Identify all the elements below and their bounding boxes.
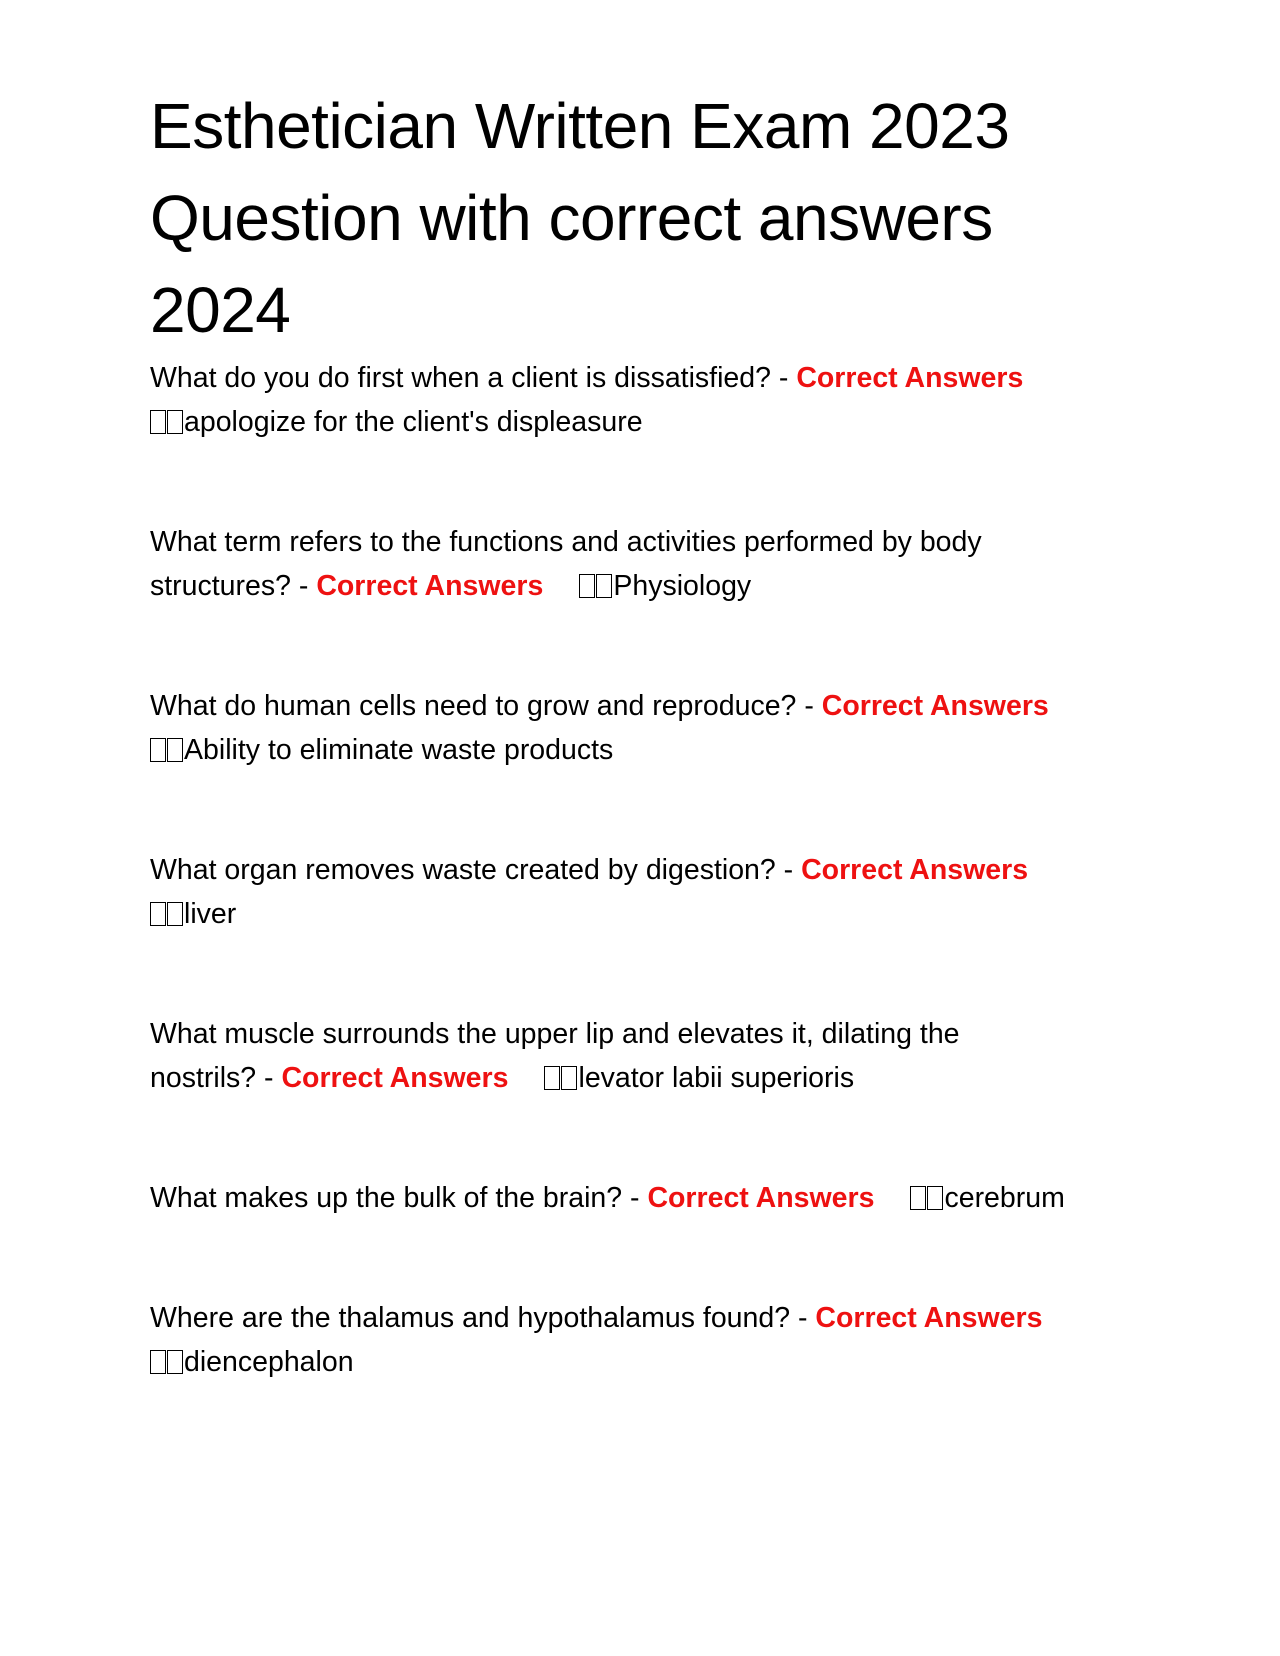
- missing-glyph-box-icon: [167, 1350, 183, 1374]
- missing-glyph-box-icon: [150, 738, 166, 762]
- missing-glyph-box-icon: [150, 902, 166, 926]
- correct-answers-label: Correct Answers: [821, 690, 1049, 722]
- question-text: Where are the thalamus and hypothalamus found?: [150, 1302, 791, 1334]
- missing-glyph-box-icon: [561, 1066, 577, 1090]
- missing-glyph-box-icon: [167, 738, 183, 762]
- missing-glyph-box-icon: [544, 1066, 560, 1090]
- qa-item: [150, 1012, 1150, 1100]
- separator: -: [256, 1062, 282, 1094]
- separator: -: [775, 854, 802, 886]
- question-text: structures?: [150, 570, 291, 602]
- answer-text: cerebrum: [944, 1182, 1065, 1214]
- missing-glyph-box-icon: [596, 574, 612, 598]
- document-title: [150, 80, 1150, 356]
- title-line: 2024: [150, 274, 291, 346]
- qa-item: [150, 684, 1150, 772]
- correct-answers-label: Correct Answers: [281, 1062, 509, 1094]
- correct-answers-label: Correct Answers: [316, 570, 544, 602]
- qa-item: [150, 1296, 1150, 1384]
- qa-item: [150, 356, 1150, 444]
- correct-answers-label: Correct Answers: [647, 1182, 875, 1214]
- question-text: What term refers to the functions and activities performed by body: [150, 526, 982, 558]
- missing-glyph-box-icon: [910, 1186, 926, 1210]
- separator: -: [796, 690, 822, 722]
- answer-text: liver: [184, 898, 237, 930]
- qa-item: [150, 520, 1150, 608]
- correct-answers-label: Correct Answers: [801, 854, 1029, 886]
- separator: -: [290, 570, 317, 602]
- question-text: What makes up the bulk of the brain?: [150, 1182, 623, 1214]
- missing-glyph-box-icon: [167, 410, 183, 434]
- answer-text: levator labii superioris: [578, 1062, 855, 1094]
- qa-item: [150, 848, 1150, 936]
- question-text: What organ removes waste created by digestion?: [150, 854, 776, 886]
- question-text: nostrils?: [150, 1062, 257, 1094]
- separator: -: [622, 1182, 648, 1214]
- answer-text: Physiology: [613, 570, 752, 602]
- answer-text: apologize for the client's displeasure: [184, 406, 643, 438]
- answer-text: Ability to eliminate waste products: [184, 734, 614, 766]
- question-text: What do you do first when a client is dissatisfied?: [150, 362, 771, 394]
- missing-glyph-box-icon: [150, 1350, 166, 1374]
- missing-glyph-box-icon: [150, 410, 166, 434]
- correct-answers-label: Correct Answers: [796, 362, 1024, 394]
- answer-text: diencephalon: [184, 1346, 354, 1378]
- title-line: Esthetician Written Exam 2023: [150, 90, 1010, 162]
- separator: -: [790, 1302, 816, 1334]
- question-text: What do human cells need to grow and reproduce?: [150, 690, 797, 722]
- document-page: [150, 80, 1150, 1384]
- correct-answers-label: Correct Answers: [815, 1302, 1043, 1334]
- title-line: Question with correct answers: [150, 182, 993, 254]
- missing-glyph-box-icon: [579, 574, 595, 598]
- qa-item: [150, 1176, 1150, 1220]
- separator: -: [770, 362, 797, 394]
- missing-glyph-box-icon: [927, 1186, 943, 1210]
- question-text: What muscle surrounds the upper lip and elevates it, dilating the: [150, 1018, 960, 1050]
- missing-glyph-box-icon: [167, 902, 183, 926]
